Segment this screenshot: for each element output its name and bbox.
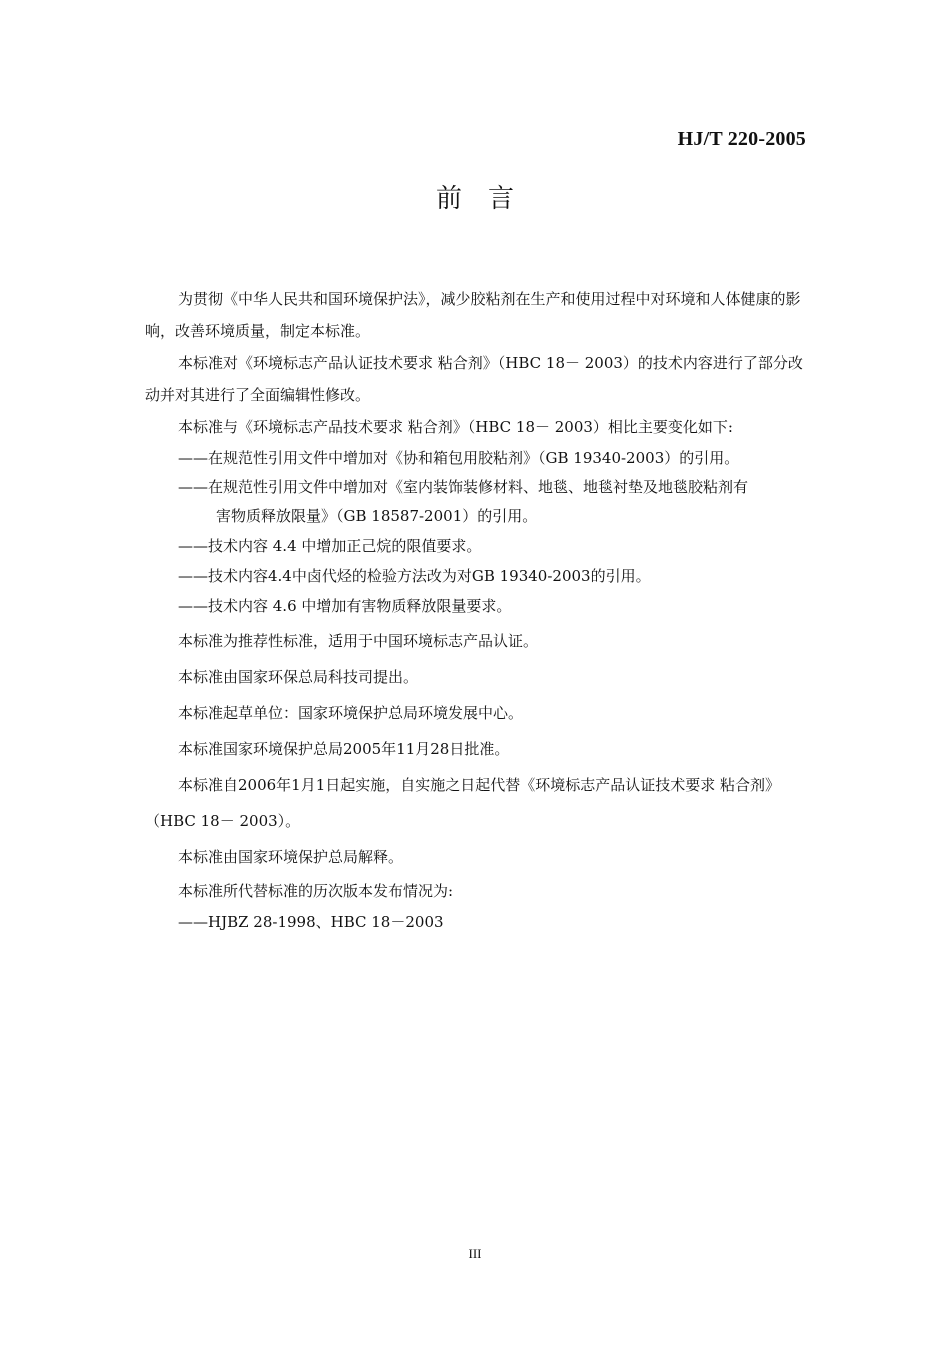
change-item-continuation: 害物质释放限量》（GB 18587-2001）的引用。 (216, 507, 538, 525)
page-number: III (468, 1246, 482, 1261)
paragraph-purpose: 为贯彻《中华人民共和国环境保护法》，减少胶粘剂在生产和使用过程中对环境和人体健康的影响，改善环境质量，制定本标准。 (145, 290, 801, 340)
change-item: ——技术内容 4.4 中增加正己烷的限值要求。 (178, 537, 482, 555)
paragraph-revision: 本标准对《环境标志产品认证技术要求 粘合剂》（HBC 18－ 2003）的技术内容进行了部分改动并对其进行了全面编辑性修改。 (145, 354, 803, 404)
paragraph-approval: 本标准国家环境保护总局2005年11月28日批准。 (178, 740, 510, 758)
change-item (145, 473, 807, 531)
paragraph-changes-intro: 本标准与《环境标志产品技术要求 粘合剂》（HBC 18－ 2003）相比主要变化如下: (178, 418, 733, 436)
paragraph-proposer: 本标准由国家环保总局科技司提出。 (178, 668, 419, 686)
paragraph-interpretation: 本标准由国家环境保护总局解释。 (178, 848, 404, 866)
change-item: ——在规范性引用文件中增加对《协和箱包用胶粘剂》（GB 19340-2003）的引用。 (178, 449, 740, 467)
change-item: ——技术内容 4.6 中增加有害物质释放限量要求。 (178, 597, 512, 615)
page-title: 前言 (435, 184, 540, 214)
foreword-body (145, 283, 807, 937)
paragraph-history-intro: 本标准所代替标准的历次版本发布情况为: (178, 882, 454, 900)
history-item: ——HJBZ 28-1998、HBC 18－2003 (178, 913, 444, 931)
standard-number: HJ/T 220-2005 (677, 128, 806, 150)
change-item: ——技术内容4.4中卤代烃的检验方法改为对GB 19340-2003的引用。 (178, 567, 651, 585)
paragraph-drafter: 本标准起草单位：国家环境保护总局环境发展中心。 (178, 704, 524, 722)
paragraph-recommended: 本标准为推荐性标准，适用于中国环境标志产品认证。 (178, 632, 539, 650)
change-item-line: ——在规范性引用文件中增加对《室内装饰装修材料、地毯、地毯衬垫及地毯胶粘剂有 (178, 478, 749, 496)
paragraph-effective: 本标准自2006年1月1日起实施，自实施之日起代替《环境标志产品认证技术要求 粘合剂》（HBC 18－ 2003）。 (145, 776, 781, 830)
